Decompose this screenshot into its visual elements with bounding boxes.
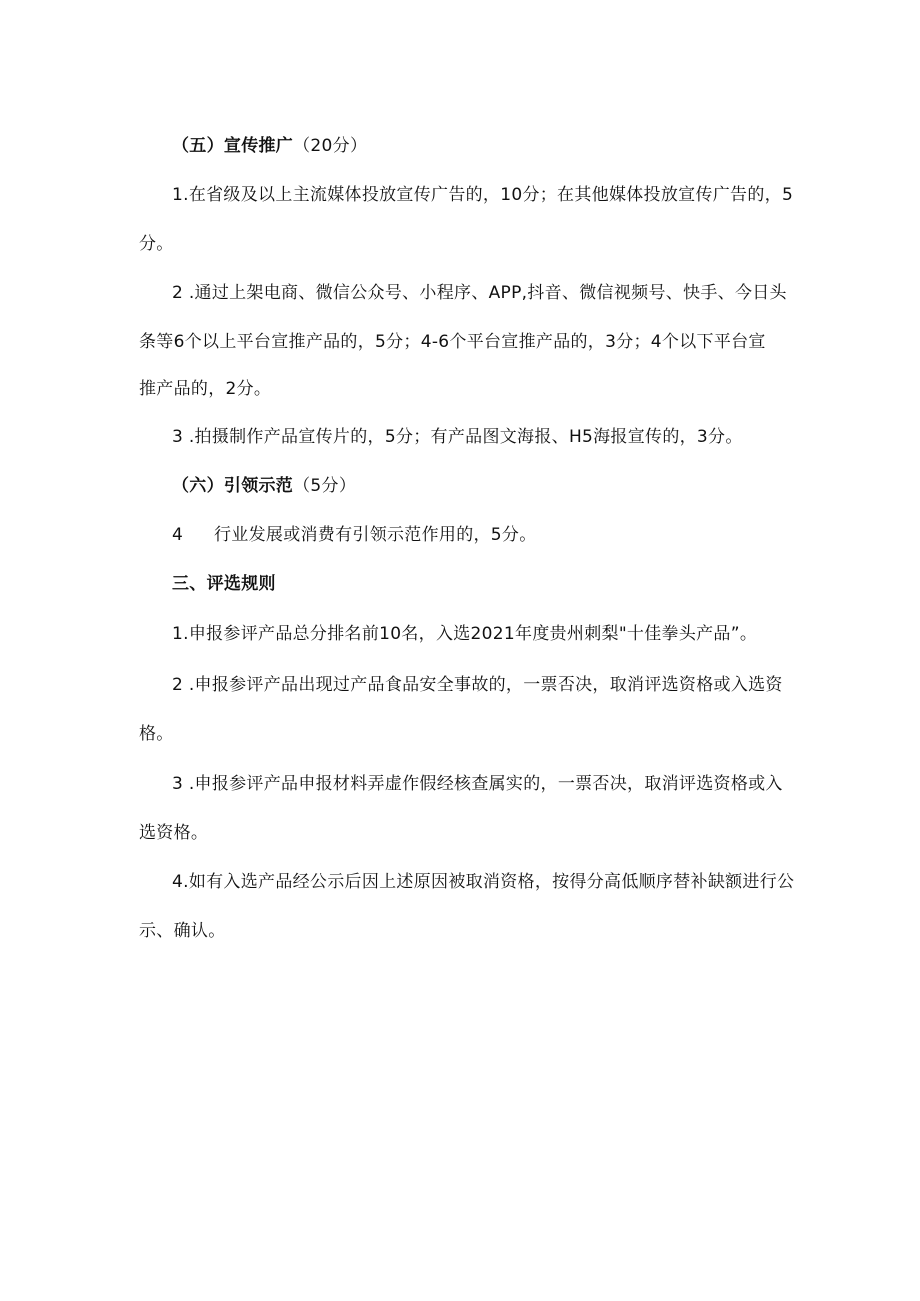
paragraph-line: 3 .申报参评产品申报材料弄虚作假经核查属实的，一票否决，取消评选资格或入	[172, 774, 783, 794]
paragraph-line: 推产品的，2分。	[139, 379, 272, 399]
section-heading-text: （五）宣传推广	[172, 136, 294, 156]
paragraph-line: 条等6个以上平台宣推产品的，5分；4-6个平台宣推产品的，3分；4个以下平台宣	[139, 332, 766, 352]
paragraph-line: 1.在省级及以上主流媒体投放宣传广告的，10分；在其他媒体投放宣传广告的，5	[172, 185, 794, 205]
paragraph-line: 分。	[139, 234, 174, 254]
paragraph-line: 行业发展或消费有引领示范作用的，5分。	[214, 525, 537, 545]
section-score: （5分）	[293, 476, 357, 496]
paragraph-line: 2 .申报参评产品出现过产品食品安全事故的，一票否决，取消评选资格或入选资	[172, 675, 783, 695]
paragraph-line: 1.申报参评产品总分排名前10名，入选2021年度贵州刺梨"十佳拳头产品”。	[172, 624, 758, 644]
paragraph-line: 选资格。	[139, 823, 209, 843]
item-number: 4	[172, 525, 184, 545]
paragraph-line: 示、确认。	[139, 921, 226, 941]
section-score: （20分）	[293, 136, 368, 156]
paragraph-line	[172, 523, 183, 547]
section-heading-text: （六）引领示范	[172, 476, 294, 496]
paragraph-line: 2 .通过上架电商、微信公众号、小程序、APP,抖音、微信视频号、快手、今日头	[172, 283, 787, 303]
paragraph-line: 4.如有入选产品经公示后因上述原因被取消资格，按得分高低顺序替补缺额进行公	[172, 872, 795, 892]
section-heading-demonstration	[172, 474, 356, 498]
section-heading-promotion	[172, 134, 367, 158]
paragraph-line: 格。	[139, 724, 174, 744]
section-heading-rules: 三、评选规则	[172, 574, 276, 594]
paragraph-line: 3 .拍摄制作产品宣传片的，5分；有产品图文海报、H5海报宣传的，3分。	[172, 427, 743, 447]
